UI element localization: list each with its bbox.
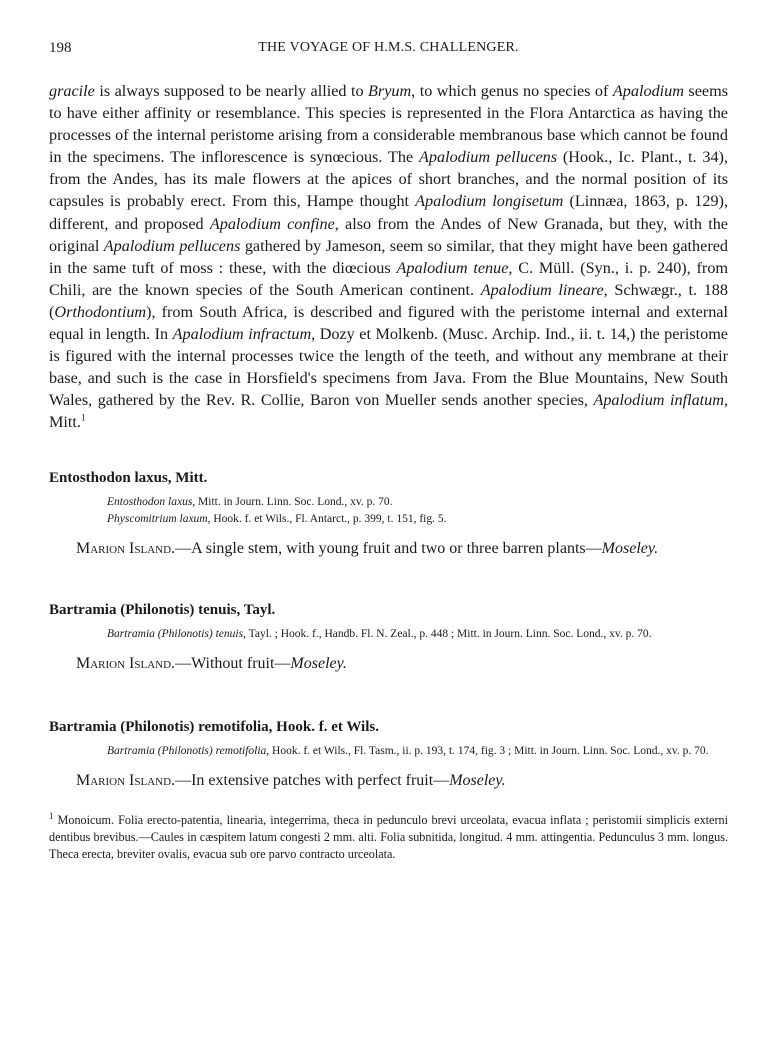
locality-text: —A single stem, with young fruit and two or three barren plants— xyxy=(175,539,602,557)
italic-term: Apalodium pellucens xyxy=(103,236,241,255)
text-run: is always supposed to be nearly allied to xyxy=(94,82,369,100)
italic-term: Apalodium lineare xyxy=(480,280,604,299)
reference-line xyxy=(107,743,728,760)
locality-note xyxy=(76,770,728,792)
italic-term: Orthodontium xyxy=(54,302,147,321)
footnote-text: Monoicum. Folia erecto-patentia, linearia, integerrima, theca in pedunculo brevi urceolata, evacua inflata ; peristomii simplicis externi dentibus brevibus.—Caules in cæspitem latum congesti 2 mm. alti. Folia subnitida, longitud. 4 mm. attingentia. Pedunculus 3 mm. longus. Theca erecta, breviter ovalis, evacua sub ore parvo contracto urceolata. xyxy=(49,812,728,862)
locality-name: Marion Island. xyxy=(76,654,176,672)
locality-text: —Without fruit— xyxy=(175,654,291,672)
page xyxy=(49,40,728,863)
page-number: 198 xyxy=(49,40,72,56)
text-run: , Mitt. xyxy=(49,391,728,432)
footnote-marker: 1 xyxy=(80,413,86,424)
running-title: THE VOYAGE OF H.M.S. CHALLENGER. xyxy=(258,40,519,55)
species-entry xyxy=(49,600,728,675)
text-run: (Linnæa, 1863, p. 129), different, and proposed xyxy=(49,192,728,233)
locality-text: —In extensive patches with perfect fruit— xyxy=(175,771,450,789)
species-references xyxy=(107,626,728,643)
reference-name: Bartramia (Philonotis) remotifolia xyxy=(107,744,267,757)
reference-name: Bartramia (Philonotis) tenuis xyxy=(107,627,244,640)
italic-term: Apalodium tenue xyxy=(396,258,509,277)
italic-term: Apalodium confine xyxy=(209,214,335,233)
italic-term: Apalodium pellucens xyxy=(419,148,558,167)
text-run: (Hook., Ic. Plant., t. 34), from the Andes, has its male flowers at the apices of short branches, and the normal position of its capsules is probably erect. From this, Hampe thought xyxy=(49,148,728,211)
locality-note xyxy=(76,653,728,675)
collector-name: Moseley. xyxy=(449,771,506,789)
text-run: , C. Müll. (Syn., i. p. 240), from Chili, are the known species of the South American continent. xyxy=(49,258,728,299)
reference-line xyxy=(107,511,728,528)
collector-name: Moseley. xyxy=(601,539,659,557)
reference-line xyxy=(107,494,728,511)
collector-name: Moseley. xyxy=(290,654,347,672)
footnote xyxy=(49,812,728,864)
locality-name: Marion Island. xyxy=(76,771,176,789)
reference-citation: , Hook. f. et Wils., Fl. Antarct., p. 399, t. 151, fig. 5. xyxy=(207,512,447,525)
locality-note xyxy=(76,538,728,560)
paragraph-text xyxy=(49,80,728,434)
footnote-marker: 1 xyxy=(49,810,54,821)
text-run: , Dozy et Molkenb. (Musc. Archip. Ind., ii. t. 14,) the peristome is figured with the internal processes twice the length of the teeth, and without any membrane at their base, and such is the case in Horsfield's specimens from Java. From the Blue Mountains, New South Wales, gathered by the Rev. R. Collie, Baron von Mueller sends another species, xyxy=(49,325,728,410)
species-entry xyxy=(49,468,728,560)
text-run: , Schwægr., t. 188 ( xyxy=(49,280,728,321)
italic-term: Apalodium longisetum xyxy=(415,192,564,211)
species-title: Bartramia (Philonotis) remotifolia, Hook. f. et Wils. xyxy=(49,718,379,735)
text-run: seems to have either affinity or resemblance. This species is represented in the Flora Antarctica as having the processes of the internal peristome arising from a considerable membranous base which cannot be found in the specimens. The inflorescence is synœcious. The xyxy=(49,82,728,167)
locality-name: Marion Island. xyxy=(76,539,176,557)
page-header xyxy=(49,40,728,62)
italic-term: Apalodium xyxy=(612,82,684,100)
text-run: , also from the Andes of New Granada, but they, with the original xyxy=(49,214,728,255)
text-run: gathered by Jameson, seem so similar, that they might have been gathered in the same tuft of moss : these, with the diœcious xyxy=(49,236,728,277)
italic-term: Bryum xyxy=(368,82,412,100)
reference-citation: , Tayl. ; Hook. f., Handb. Fl. N. Zeal., p. 448 ; Mitt. in Journ. Linn. Soc. Lond., xv. p. 70. xyxy=(243,627,652,640)
species-references xyxy=(107,494,728,528)
species-title: Bartramia (Philonotis) tenuis, Tayl. xyxy=(49,601,276,618)
italic-term: Apalodium inflatum xyxy=(593,391,724,410)
main-paragraph xyxy=(49,80,728,434)
species-title: Entosthodon laxus, Mitt. xyxy=(49,469,208,486)
reference-citation: , Mitt. in Journ. Linn. Soc. Lond., xv. p. 70. xyxy=(192,495,393,508)
italic-term: gracile xyxy=(49,82,95,100)
italic-term: Apalodium infractum xyxy=(172,325,312,344)
reference-line xyxy=(107,626,728,643)
species-references xyxy=(107,743,728,760)
reference-citation: , Hook. f. et Wils., Fl. Tasm., ii. p. 193, t. 174, fig. 3 ; Mitt. in Journ. Linn. Soc. Lond., xv. p. 70. xyxy=(266,744,709,757)
species-entry xyxy=(49,717,728,792)
reference-name: Entosthodon laxus xyxy=(107,495,193,508)
reference-name: Physcomitrium laxum xyxy=(107,512,208,525)
text-run: , to which genus no species of xyxy=(411,82,613,100)
text-run: ), from South Africa, is described and figured with the peristome internal and external equal in length. In xyxy=(49,302,728,344)
